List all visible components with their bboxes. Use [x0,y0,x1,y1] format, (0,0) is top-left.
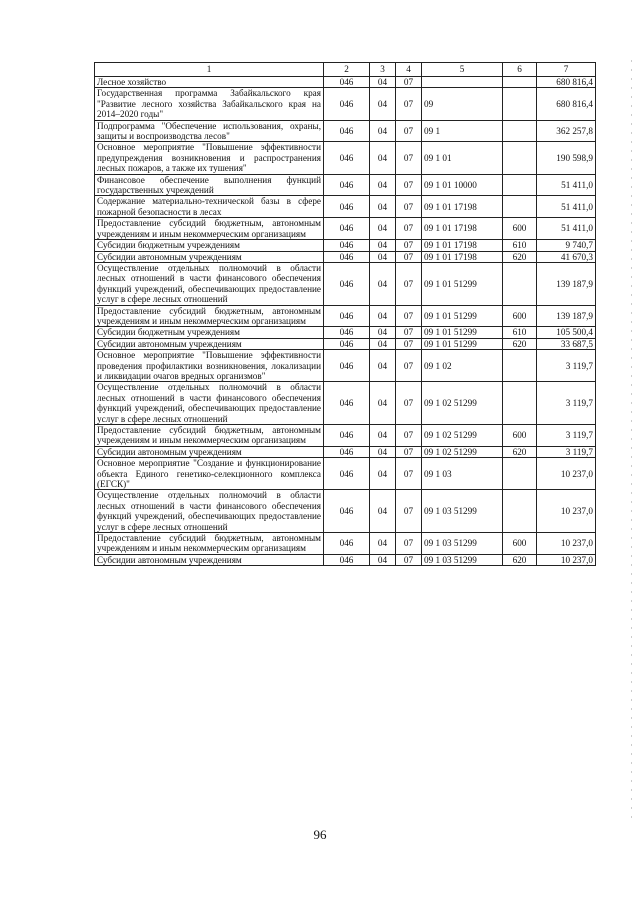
section-code-cell: 04 [370,77,396,88]
subsection-code-cell: 07 [396,533,422,555]
section-code-cell: 04 [370,327,396,338]
subsection-code-cell: 07 [396,88,422,120]
amount-cell: 10 237,0 [537,554,596,565]
ministry-code-cell: 046 [324,120,370,142]
row-name-cell: Субсидии автономным учреждениям [95,554,324,565]
row-name-cell: Субсидии автономным учреждениям [95,251,324,262]
column-header: 5 [422,63,503,77]
ministry-code-cell: 046 [324,218,370,240]
target-article-cell: 09 1 01 17198 [422,196,503,218]
expense-type-cell [503,174,537,196]
subsection-code-cell: 07 [396,305,422,327]
amount-cell: 3 119,7 [537,382,596,425]
target-article-cell: 09 1 03 51299 [422,554,503,565]
ministry-code-cell: 046 [324,425,370,447]
amount-cell: 680 816,4 [537,88,596,120]
row-name-cell: Основное мероприятие "Повышение эффективности проведения профилактики возникновения, локализации и ликвидации очагов вредных организмов" [95,350,324,382]
expense-type-cell: 600 [503,425,537,447]
amount-cell: 139 187,9 [537,305,596,327]
amount-cell: 362 257,8 [537,120,596,142]
subsection-code-cell: 07 [396,554,422,565]
page-number: 96 [313,827,327,842]
expense-type-cell [503,458,537,490]
ministry-code-cell: 046 [324,174,370,196]
expense-type-cell [503,142,537,174]
section-code-cell: 04 [370,490,396,533]
expense-type-cell [503,88,537,120]
amount-cell: 3 119,7 [537,446,596,457]
amount-cell: 3 119,7 [537,350,596,382]
column-header: 2 [324,63,370,77]
target-article-cell [422,77,503,88]
target-article-cell: 09 1 01 51299 [422,262,503,305]
subsection-code-cell: 07 [396,490,422,533]
row-name-cell: Осуществление отдельных полномочий в области лесных отношений в части финансового обеспечения функций учреждений, обеспечивающих предоставление услуг в сфере лесных отношений [95,262,324,305]
row-name-cell: Предоставление субсидий бюджетным, автономным учреждениям и иным некоммерческим организациям [95,305,324,327]
subsection-code-cell: 07 [396,262,422,305]
subsection-code-cell: 07 [396,350,422,382]
target-article-cell: 09 1 02 [422,350,503,382]
expense-type-cell [503,382,537,425]
ministry-code-cell: 046 [324,327,370,338]
table-row [95,240,596,251]
subsection-code-cell: 07 [396,251,422,262]
ministry-code-cell: 046 [324,305,370,327]
subsection-code-cell: 07 [396,382,422,425]
table-row [95,262,596,305]
row-name-cell: Предоставление субсидий бюджетным, автономным учреждениям и иным некоммерческим организациям [95,218,324,240]
target-article-cell: 09 1 01 51299 [422,327,503,338]
amount-cell: 10 237,0 [537,458,596,490]
target-article-cell: 09 1 [422,120,503,142]
subsection-code-cell: 07 [396,240,422,251]
row-name-cell: Лесное хозяйство [95,77,324,88]
expense-type-cell [503,262,537,305]
table-row [95,305,596,327]
target-article-cell: 09 1 02 51299 [422,382,503,425]
target-article-cell: 09 1 01 51299 [422,338,503,349]
ministry-code-cell: 046 [324,240,370,251]
ministry-code-cell: 046 [324,88,370,120]
section-code-cell: 04 [370,554,396,565]
table-header-row [95,63,596,77]
expense-type-cell: 600 [503,533,537,555]
expense-type-cell: 620 [503,554,537,565]
target-article-cell: 09 1 01 17198 [422,218,503,240]
amount-cell: 33 687,5 [537,338,596,349]
table-row [95,425,596,447]
ministry-code-cell: 046 [324,142,370,174]
ministry-code-cell: 046 [324,350,370,382]
target-article-cell: 09 1 03 [422,458,503,490]
table-row [95,196,596,218]
row-name-cell: Государственная программа Забайкальского края "Развитие лесного хозяйства Забайкальского края на 2014–2020 годы" [95,88,324,120]
table-row [95,327,596,338]
column-header: 4 [396,63,422,77]
amount-cell: 41 670,3 [537,251,596,262]
table-row [95,174,596,196]
ministry-code-cell: 046 [324,533,370,555]
table-row [95,350,596,382]
row-name-cell: Содержание материально-технической базы в сфере пожарной безопасности в лесах [95,196,324,218]
target-article-cell: 09 1 02 51299 [422,425,503,447]
row-name-cell: Финансовое обеспечение выполнения функций государственных учреждений [95,174,324,196]
amount-cell: 190 598,9 [537,142,596,174]
row-name-cell: Предоставление субсидий бюджетным, автономным учреждениям и иным некоммерческим организациям [95,533,324,555]
section-code-cell: 04 [370,425,396,447]
row-name-cell: Субсидии бюджетным учреждениям [95,240,324,251]
target-article-cell: 09 1 02 51299 [422,446,503,457]
row-name-cell: Осуществление отдельных полномочий в области лесных отношений в части финансового обеспечения функций учреждений, обеспечивающих предоставление услуг в сфере лесных отношений [95,382,324,425]
subsection-code-cell: 07 [396,142,422,174]
row-name-cell: Субсидии автономным учреждениям [95,338,324,349]
section-code-cell: 04 [370,305,396,327]
table-row [95,142,596,174]
section-code-cell: 04 [370,338,396,349]
expense-type-cell [503,196,537,218]
table-row [95,120,596,142]
section-code-cell: 04 [370,120,396,142]
ministry-code-cell: 046 [324,251,370,262]
subsection-code-cell: 07 [396,338,422,349]
subsection-code-cell: 07 [396,425,422,447]
expense-type-cell: 620 [503,251,537,262]
amount-cell: 51 411,0 [537,196,596,218]
ministry-code-cell: 046 [324,262,370,305]
ministry-code-cell: 046 [324,490,370,533]
table-row [95,88,596,120]
section-code-cell: 04 [370,382,396,425]
expense-type-cell: 610 [503,327,537,338]
target-article-cell: 09 1 01 51299 [422,305,503,327]
amount-cell: 680 816,4 [537,77,596,88]
expense-type-cell [503,490,537,533]
ministry-code-cell: 046 [324,554,370,565]
target-article-cell: 09 1 03 51299 [422,533,503,555]
amount-cell: 9 740,7 [537,240,596,251]
table-row [95,382,596,425]
section-code-cell: 04 [370,458,396,490]
subsection-code-cell: 07 [396,327,422,338]
subsection-code-cell: 07 [396,446,422,457]
amount-cell: 105 500,4 [537,327,596,338]
table-row [95,77,596,88]
table-row [95,338,596,349]
section-code-cell: 04 [370,240,396,251]
amount-cell: 139 187,9 [537,262,596,305]
table-row [95,251,596,262]
amount-cell: 10 237,0 [537,490,596,533]
row-name-cell: Осуществление отдельных полномочий в области лесных отношений в части финансового обеспечения функций учреждений, обеспечивающих предоставление услуг в сфере лесных отношений [95,490,324,533]
amount-cell: 51 411,0 [537,218,596,240]
column-header: 6 [503,63,537,77]
table-row [95,490,596,533]
subsection-code-cell: 07 [396,218,422,240]
budget-table [94,62,596,566]
ministry-code-cell: 046 [324,446,370,457]
section-code-cell: 04 [370,446,396,457]
row-name-cell: Основное мероприятие "Создание и функционирование объекта Единого генетико-селекционного комплекса (ЕГСК)" [95,458,324,490]
section-code-cell: 04 [370,142,396,174]
subsection-code-cell: 07 [396,120,422,142]
table-row [95,554,596,565]
row-name-cell: Основное мероприятие "Повышение эффективности предупреждения возникновения и распространения лесных пожаров, а также их тушения" [95,142,324,174]
section-code-cell: 04 [370,174,396,196]
section-code-cell: 04 [370,262,396,305]
scan-edge-dots [631,60,632,820]
subsection-code-cell: 07 [396,458,422,490]
target-article-cell: 09 1 01 17198 [422,251,503,262]
expense-type-cell: 620 [503,446,537,457]
table-row [95,218,596,240]
table-row [95,458,596,490]
expense-type-cell: 620 [503,338,537,349]
row-name-cell: Субсидии бюджетным учреждениям [95,327,324,338]
section-code-cell: 04 [370,533,396,555]
ministry-code-cell: 046 [324,338,370,349]
row-name-cell: Предоставление субсидий бюджетным, автономным учреждениям и иным некоммерческим организациям [95,425,324,447]
column-header: 7 [537,63,596,77]
ministry-code-cell: 046 [324,196,370,218]
ministry-code-cell: 046 [324,77,370,88]
target-article-cell: 09 1 01 [422,142,503,174]
target-article-cell: 09 1 01 10000 [422,174,503,196]
section-code-cell: 04 [370,196,396,218]
subsection-code-cell: 07 [396,77,422,88]
subsection-code-cell: 07 [396,196,422,218]
amount-cell: 3 119,7 [537,425,596,447]
table-row [95,446,596,457]
section-code-cell: 04 [370,350,396,382]
target-article-cell: 09 1 01 17198 [422,240,503,251]
subsection-code-cell: 07 [396,174,422,196]
amount-cell: 10 237,0 [537,533,596,555]
row-name-cell: Подпрограмма "Обеспечение использования, охраны, защиты и воспроизводства лесов" [95,120,324,142]
expense-type-cell [503,350,537,382]
expense-type-cell: 610 [503,240,537,251]
section-code-cell: 04 [370,88,396,120]
expense-type-cell: 600 [503,305,537,327]
column-header: 3 [370,63,396,77]
amount-cell: 51 411,0 [537,174,596,196]
target-article-cell: 09 [422,88,503,120]
column-header: 1 [95,63,324,77]
expense-type-cell [503,120,537,142]
ministry-code-cell: 046 [324,458,370,490]
expense-type-cell: 600 [503,218,537,240]
target-article-cell: 09 1 03 51299 [422,490,503,533]
expense-type-cell [503,77,537,88]
table-row [95,533,596,555]
section-code-cell: 04 [370,218,396,240]
section-code-cell: 04 [370,251,396,262]
row-name-cell: Субсидии автономным учреждениям [95,446,324,457]
ministry-code-cell: 046 [324,382,370,425]
